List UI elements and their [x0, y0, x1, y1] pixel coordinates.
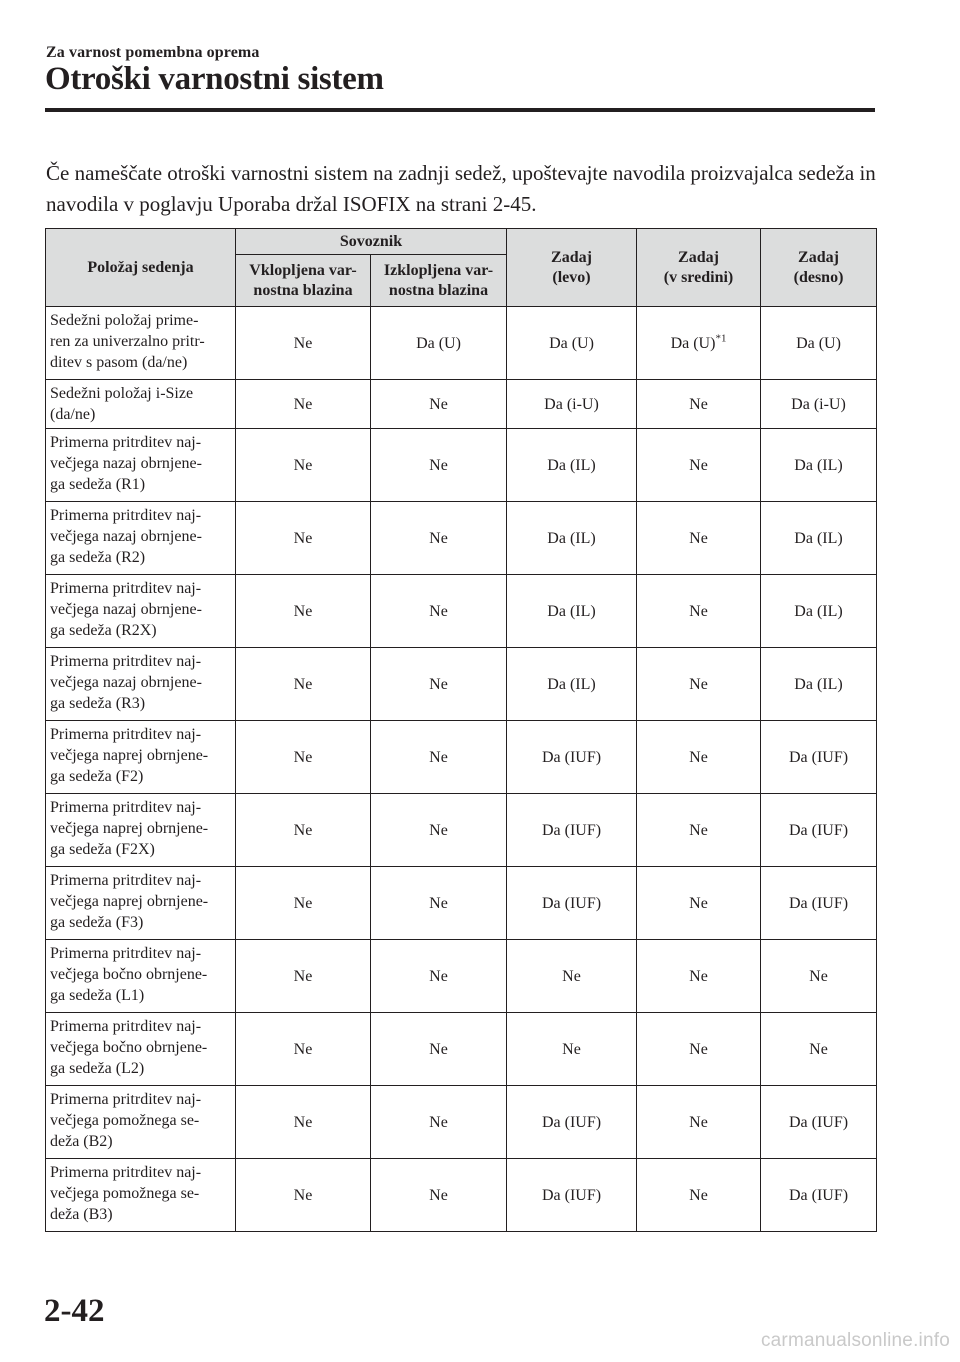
table-row	[46, 1086, 877, 1159]
cell-rear-right	[761, 794, 877, 867]
cell-airbag-off	[371, 502, 507, 575]
cell-airbag-on	[236, 380, 371, 429]
cell-value: Ne	[429, 821, 448, 839]
cell-airbag-off	[371, 429, 507, 502]
cell-value: Da (IL)	[547, 602, 596, 620]
row-label: Primerna pritrditev naj- večjega pomožnega se- deža (B3)	[46, 1159, 236, 1232]
cell-airbag-off	[371, 380, 507, 429]
cell-value: Da (IUF)	[541, 821, 602, 839]
cell-rear-center	[637, 794, 761, 867]
header-rear-right: Zadaj (desno)	[761, 229, 877, 307]
cell-value: Da (IUF)	[788, 748, 849, 766]
cell-value: Da (IUF)	[788, 894, 849, 912]
table-row	[46, 502, 877, 575]
cell-value: Ne	[689, 529, 708, 547]
cell-value: Ne	[293, 1113, 313, 1131]
cell-value: Ne	[689, 748, 708, 766]
cell-airbag-off	[371, 1086, 507, 1159]
table-row	[46, 1159, 877, 1232]
cell-rear-right	[761, 380, 877, 429]
cell-value: Ne	[429, 395, 448, 413]
cell-value: Da (U)	[796, 334, 841, 352]
cell-value: Da (IL)	[547, 529, 596, 547]
cell-value: Ne	[293, 894, 313, 912]
cell-airbag-off	[371, 575, 507, 648]
cell-value: Ne	[689, 821, 708, 839]
cell-airbag-on	[236, 575, 371, 648]
cell-airbag-off	[371, 307, 507, 380]
cell-value: Da (U)	[416, 334, 461, 352]
cell-value: Ne	[689, 675, 708, 693]
cell-airbag-on	[236, 721, 371, 794]
row-label: Sedežni položaj prime- ren za univerzalno pritr- ditev s pasom (da/ne)	[46, 307, 236, 380]
cell-value: Da (IUF)	[788, 821, 849, 839]
cell-value: Ne	[429, 1113, 448, 1131]
cell-rear-center	[637, 502, 761, 575]
cell-rear-right	[761, 721, 877, 794]
footnote-marker: *1	[715, 332, 727, 345]
cell-rear-left	[507, 1086, 637, 1159]
cell-airbag-off	[371, 648, 507, 721]
cell-rear-center	[637, 380, 761, 429]
cell-value: Ne	[293, 675, 313, 693]
cell-value: Da (IUF)	[788, 1186, 849, 1204]
cell-value: Ne	[293, 395, 313, 413]
row-label: Primerna pritrditev naj- večjega nazaj obrnjene- ga sedeža (R1)	[46, 429, 236, 502]
cell-rear-right	[761, 575, 877, 648]
cell-rear-right	[761, 1086, 877, 1159]
row-label: Primerna pritrditev naj- večjega naprej obrnjene- ga sedeža (F2X)	[46, 794, 236, 867]
cell-rear-left	[507, 575, 637, 648]
cell-value: Ne	[689, 602, 708, 620]
cell-value: Da (IL)	[547, 456, 596, 474]
cell-rear-left	[507, 380, 637, 429]
cell-rear-center	[637, 307, 761, 380]
header-seating-position: Položaj sedenja	[46, 229, 236, 307]
cell-rear-left	[507, 1159, 637, 1232]
cell-rear-left	[507, 648, 637, 721]
cell-value: Ne	[293, 456, 313, 474]
cell-value: Ne	[293, 821, 313, 839]
cell-value: Ne	[429, 602, 448, 620]
cell-value: Da (U)	[670, 334, 716, 352]
table-row	[46, 721, 877, 794]
cell-value: Ne	[809, 1040, 828, 1058]
cell-value: Ne	[293, 748, 313, 766]
cell-value: Da (i-U)	[791, 395, 846, 413]
cell-value: Ne	[293, 602, 313, 620]
cell-airbag-on	[236, 429, 371, 502]
page-title: Otroški varnostni sistem	[45, 61, 384, 97]
cell-rear-left	[507, 1013, 637, 1086]
cell-value: Ne	[293, 334, 313, 352]
cell-rear-center	[637, 1159, 761, 1232]
cell-airbag-on	[236, 307, 371, 380]
row-label: Primerna pritrditev naj- večjega nazaj obrnjene- ga sedeža (R2)	[46, 502, 236, 575]
cell-rear-right	[761, 429, 877, 502]
cell-rear-center	[637, 429, 761, 502]
cell-value: Ne	[562, 967, 581, 985]
cell-rear-left	[507, 867, 637, 940]
table-row	[46, 648, 877, 721]
cell-value: Da (i-U)	[544, 395, 599, 413]
cell-value: Ne	[293, 967, 313, 985]
cell-airbag-on	[236, 1013, 371, 1086]
table-row	[46, 940, 877, 1013]
table-row	[46, 1013, 877, 1086]
cell-value: Ne	[293, 1040, 313, 1058]
cell-airbag-on	[236, 1086, 371, 1159]
cell-rear-left	[507, 429, 637, 502]
cell-value: Da (IUF)	[541, 1186, 602, 1204]
cell-value: Ne	[293, 1186, 313, 1204]
page-number: 2-42	[44, 1293, 105, 1329]
cell-rear-center	[637, 721, 761, 794]
header-rear-center: Zadaj (v sredini)	[637, 229, 761, 307]
cell-value: Ne	[689, 395, 708, 413]
cell-airbag-on	[236, 794, 371, 867]
watermark: carmanualsonline.info	[760, 1330, 950, 1351]
cell-rear-center	[637, 575, 761, 648]
row-label: Primerna pritrditev naj- večjega naprej obrnjene- ga sedeža (F2)	[46, 721, 236, 794]
cell-value: Ne	[429, 1186, 448, 1204]
row-label: Primerna pritrditev naj- večjega naprej obrnjene- ga sedeža (F3)	[46, 867, 236, 940]
cell-value: Ne	[689, 967, 708, 985]
cell-rear-center	[637, 867, 761, 940]
table-row	[46, 867, 877, 940]
row-label: Primerna pritrditev naj- večjega nazaj obrnjene- ga sedeža (R2X)	[46, 575, 236, 648]
cell-value: Ne	[429, 456, 448, 474]
cell-value: Da (IL)	[794, 456, 843, 474]
row-label: Primerna pritrditev naj- večjega nazaj obrnjene- ga sedeža (R3)	[46, 648, 236, 721]
cell-value: Da (IUF)	[788, 1113, 849, 1131]
table-row	[46, 794, 877, 867]
cell-value: Ne	[689, 1186, 708, 1204]
cell-value: Ne	[429, 748, 448, 766]
cell-airbag-on	[236, 867, 371, 940]
cell-rear-left	[507, 502, 637, 575]
cell-rear-center	[637, 1086, 761, 1159]
cell-airbag-off	[371, 867, 507, 940]
table-row	[46, 429, 877, 502]
cell-rear-center	[637, 648, 761, 721]
cell-rear-right	[761, 648, 877, 721]
cell-rear-left	[507, 940, 637, 1013]
cell-value: Ne	[689, 1040, 708, 1058]
cell-value: Ne	[429, 1040, 448, 1058]
cell-value: Ne	[689, 1113, 708, 1131]
cell-value: Da (IL)	[794, 675, 843, 693]
cell-value: Da (IUF)	[541, 894, 602, 912]
cell-rear-left	[507, 307, 637, 380]
cell-value: Ne	[809, 967, 828, 985]
row-label: Primerna pritrditev naj- večjega bočno obrnjene- ga sedeža (L1)	[46, 940, 236, 1013]
cell-airbag-off	[371, 721, 507, 794]
cell-value: Ne	[689, 894, 708, 912]
cell-rear-left	[507, 721, 637, 794]
cell-rear-right	[761, 502, 877, 575]
cell-value: Ne	[429, 894, 448, 912]
cell-rear-right	[761, 1013, 877, 1086]
cell-value: Ne	[293, 529, 313, 547]
cell-airbag-off	[371, 940, 507, 1013]
table-row	[46, 307, 877, 380]
cell-value: Da (IL)	[794, 602, 843, 620]
seating-position-table	[45, 228, 877, 1232]
cell-rear-right	[761, 867, 877, 940]
cell-airbag-off	[371, 1013, 507, 1086]
cell-airbag-off	[371, 794, 507, 867]
cell-value: Ne	[429, 529, 448, 547]
cell-rear-center	[637, 1013, 761, 1086]
cell-airbag-on	[236, 648, 371, 721]
section-label: Za varnost pomembna oprema	[46, 44, 260, 61]
cell-rear-left	[507, 794, 637, 867]
header-front-passenger: Sovoznik	[236, 229, 507, 255]
cell-airbag-off	[371, 1159, 507, 1232]
header-airbag-off: Izklopljena var- nostna blazina	[371, 255, 507, 307]
table-row	[46, 380, 877, 429]
cell-value: Da (IUF)	[541, 748, 602, 766]
cell-value: Ne	[689, 456, 708, 474]
cell-value: Ne	[562, 1040, 581, 1058]
cell-rear-right	[761, 307, 877, 380]
header-airbag-on: Vklopljena var- nostna blazina	[236, 255, 371, 307]
cell-value: Ne	[429, 967, 448, 985]
header-rear-left: Zadaj (levo)	[507, 229, 637, 307]
row-label: Sedežni položaj i-Size (da/ne)	[46, 380, 236, 429]
table-body	[46, 307, 877, 1232]
cell-value: Da (IUF)	[541, 1113, 602, 1131]
table-row	[46, 575, 877, 648]
cell-rear-right	[761, 1159, 877, 1232]
cell-value: Ne	[429, 675, 448, 693]
cell-airbag-on	[236, 502, 371, 575]
title-rule	[45, 108, 875, 112]
cell-value: Da (IL)	[547, 675, 596, 693]
cell-rear-right	[761, 940, 877, 1013]
row-label: Primerna pritrditev naj- večjega pomožnega se- deža (B2)	[46, 1086, 236, 1159]
intro-paragraph: Če nameščate otroški varnostni sistem na zadnji sedež, upoštevajte navodila proizvajalca sedeža in navodila v poglavju Uporaba držal ISOFIX na strani 2-45.	[46, 161, 876, 216]
cell-value: Da (U)	[549, 334, 594, 352]
cell-airbag-on	[236, 940, 371, 1013]
cell-rear-center	[637, 940, 761, 1013]
cell-airbag-on	[236, 1159, 371, 1232]
cell-value: Da (IL)	[794, 529, 843, 547]
row-label: Primerna pritrditev naj- večjega bočno obrnjene- ga sedeža (L2)	[46, 1013, 236, 1086]
